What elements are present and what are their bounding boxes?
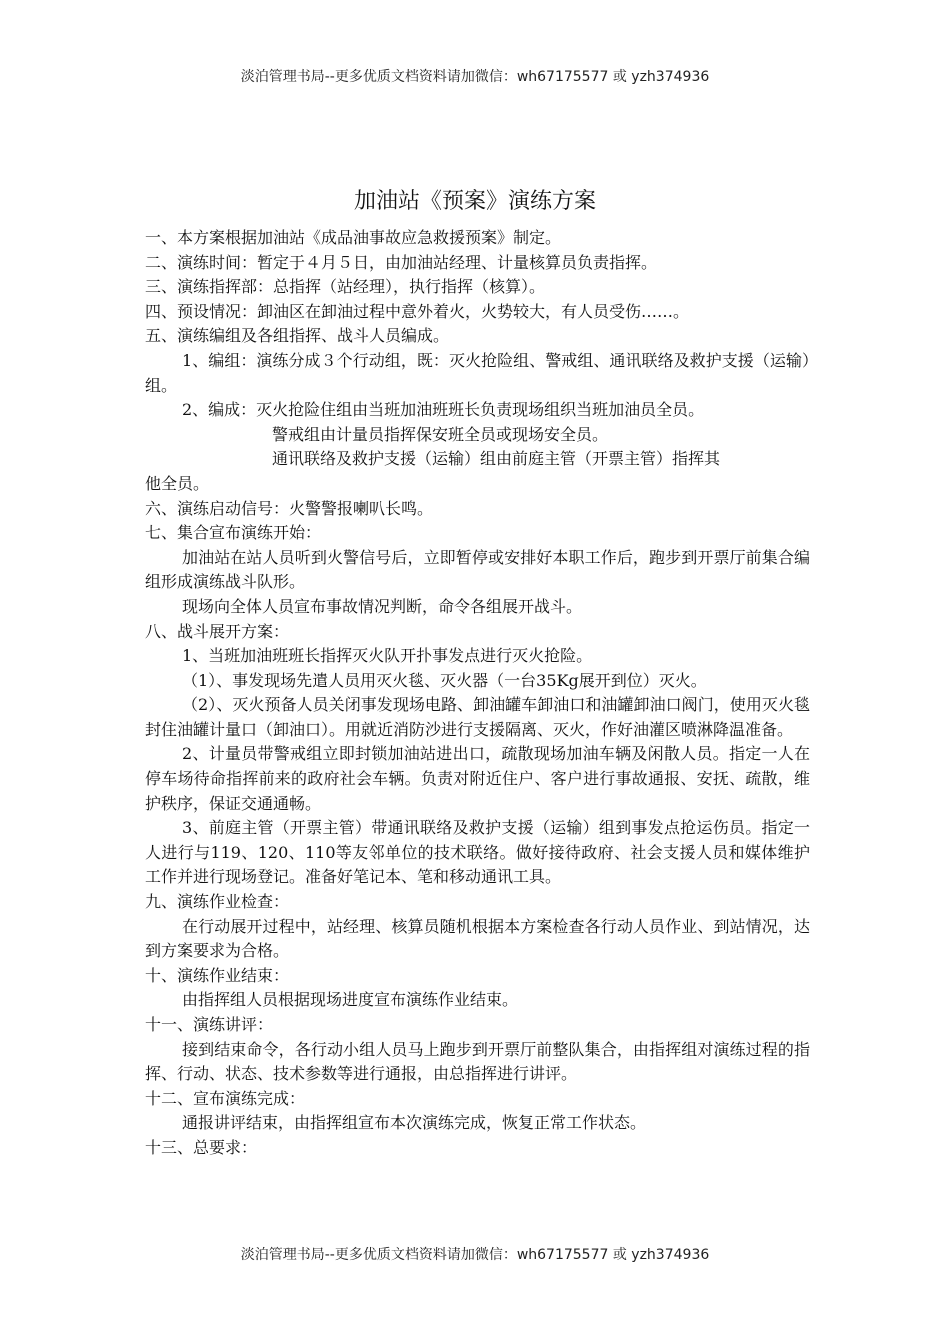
section-heading: 七、集合宣布演练开始： <box>145 523 322 543</box>
page-header: 淡泊管理书局--更多优质文档资料请加微信：wh67175577 或 yzh374936 <box>240 69 710 85</box>
paragraph: 一、本方案根据加油站《成品油事故应急救援预案》制定。 <box>145 228 562 247</box>
section-heading: 十一、演练讲评： <box>145 1015 274 1034</box>
document-body <box>145 226 810 1161</box>
section-heading: 五、演练编组及各组指挥、战斗人员编成。 <box>145 326 450 346</box>
section-heading: 十、演练作业结束： <box>145 965 290 985</box>
page-footer: 淡泊管理书局--更多优质文档资料请加微信：wh67175577 或 yzh374936 <box>240 1247 710 1263</box>
paragraph: 由指挥组人员根据现场进度宣布演练作业结束。 <box>182 990 519 1010</box>
paragraph: 六、演练启动信号：火警警报喇叭长鸣。 <box>145 498 434 518</box>
section-heading: 十二、宣布演练完成： <box>145 1088 306 1108</box>
paragraph: 加油站在站人员听到火警信号后，立即暂停或安排好本职工作后，跑步到开票厅前集合编组形成演练战斗队形。 <box>145 547 810 592</box>
paragraph: 通报讲评结束，由指挥组宣布本次演练完成，恢复正常工作状态。 <box>182 1113 647 1133</box>
paragraph: 三、演练指挥部：总指挥（站经理），执行指挥（核算）。 <box>145 277 546 297</box>
paragraph: 1、当班加油班班长指挥灭火队开扑事发点进行灭火抢险。 <box>182 646 593 666</box>
section-heading: 十三、总要求： <box>145 1137 258 1157</box>
section-heading: 九、演练作业检查： <box>145 892 290 912</box>
paragraph: 2、编成：灭火抢险住组由当班加油班班长负责现场组织当班加油员全员。 <box>182 400 705 420</box>
paragraph: 接到结束命令，各行动小组人员马上跑步到开票厅前整队集合，由指挥组对演练过程的指挥、行动、状态、技术参数等进行通报，由总指挥进行讲评。 <box>145 1039 810 1084</box>
paragraph: 他全员。 <box>145 473 210 493</box>
paragraph: 警戒组由计量员指挥保安班全员或现场安全员。 <box>272 424 609 444</box>
paragraph: 3、前庭主管（开票主管）带通讯联络及救护支援（运输）组到事发点抢运伤员。指定一人进行与119、120、110等友邻单位的技术联络。做好接待政府、社会支援人员和媒体维护工作并进行现场登记。准备好笔记本、笔和移动通讯工具。 <box>145 818 810 887</box>
document-title: 加油站《预案》演练方案 <box>353 189 596 214</box>
section-heading: 八、战斗展开方案： <box>145 621 290 641</box>
paragraph: 在行动展开过程中，站经理、核算员随机根据本方案检查各行动人员作业、到站情况，达到方案要求为合格。 <box>145 916 810 961</box>
paragraph: 2、计量员带警戒组立即封锁加油站进出口，疏散现场加油车辆及闲散人员。指定一人在停车场待命指挥前来的政府社会车辆。负责对附近住户、客户进行事故通报、安抚、疏散，维护秩序，保证交通通畅。 <box>145 744 810 813</box>
paragraph: 通讯联络及救护支援（运输）组由前庭主管（开票主管）指挥其 <box>272 449 721 469</box>
paragraph: 四、预设情况：卸油区在卸油过程中意外着火，火势较大，有人员受伤……。 <box>145 301 690 321</box>
paragraph: （1）、事发现场先遣人员用灭火毯、灭火器（一台35Kg展开到位）灭火。 <box>182 670 707 690</box>
paragraph: （2）、灭火预备人员关闭事发现场电路、卸油罐车卸油口和油罐卸油口阀门，使用灭火毯封住油罐计量口（卸油口）。用就近消防沙进行支援隔离、灭火，作好油灌区喷淋降温准备。 <box>145 695 810 739</box>
paragraph: 现场向全体人员宣布事故情况判断，命令各组展开战斗。 <box>182 596 583 616</box>
paragraph: 二、演练时间：暂定于４月５日，由加油站经理、计量核算员负责指挥。 <box>145 252 658 272</box>
paragraph: 1、编组：演练分成３个行动组，既：灭火抢险组、警戒组、通讯联络及救护支援（运输）组。 <box>145 350 810 395</box>
